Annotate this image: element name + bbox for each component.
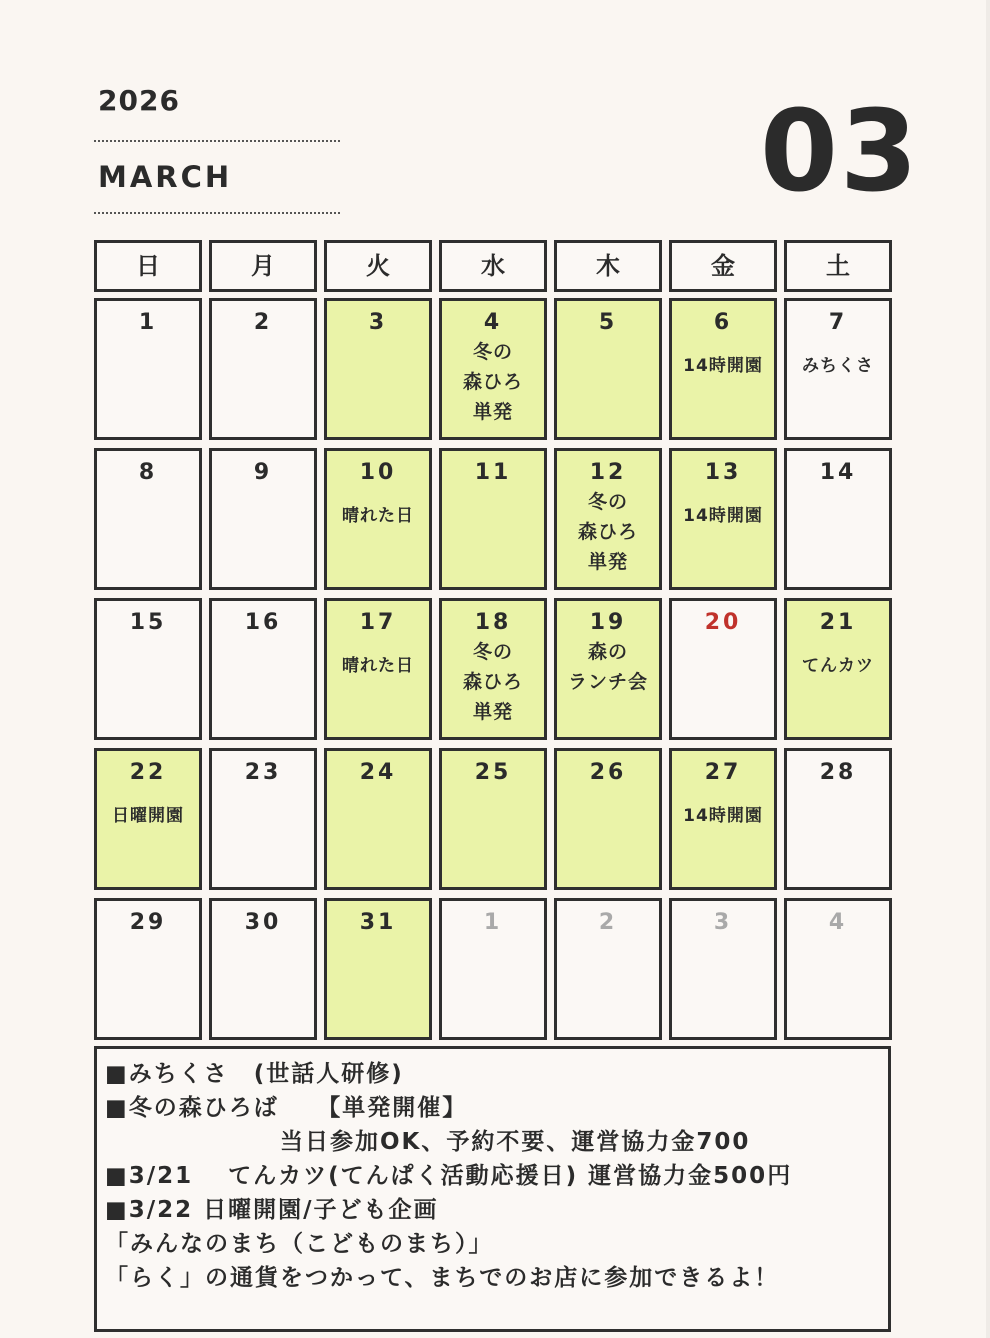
day-cell [784,598,892,740]
day-cell [554,748,662,890]
notes-box [94,1046,891,1332]
day-number: 25 [474,760,512,785]
day-number: 31 [359,910,397,935]
day-number: 20 [704,610,742,635]
day-cell [94,748,202,890]
day-number: 12 [589,460,627,485]
day-event-note: 日曜開園 [112,806,184,826]
day-event-note: 冬の 森ひろ 単発 [577,491,638,573]
day-number: 22 [129,760,167,785]
day-event-note: 晴れた日 [342,656,414,676]
day-event-note: 森の ランチ会 [567,641,648,693]
day-event-note: 冬の 森ひろ 単発 [462,641,523,723]
day-cell [324,748,432,890]
notes-line: 「みんなのまち（こどものまち）」 [105,1231,494,1257]
day-cell [209,298,317,440]
day-number: 23 [244,760,282,785]
day-number: 18 [474,610,512,635]
month-name: MARCH [98,160,233,194]
day-number: 14 [819,460,857,485]
day-event-note: 14時開園 [683,806,763,826]
day-cell [669,298,777,440]
page-edge [986,0,990,1338]
day-number: 2 [598,910,618,935]
day-cell [439,298,547,440]
day-cell [324,298,432,440]
day-event-note: 14時開園 [683,506,763,526]
day-number: 29 [129,910,167,935]
day-cell [784,448,892,590]
day-number: 7 [828,310,848,335]
day-number: 4 [483,310,503,335]
day-number: 28 [819,760,857,785]
day-cell [324,898,432,1040]
day-cell [94,598,202,740]
weekday-header: 木 [554,240,662,292]
weekday-header: 日 [94,240,202,292]
day-cell [554,598,662,740]
day-number: 16 [244,610,282,635]
day-number: 6 [713,310,733,335]
day-cell [669,748,777,890]
day-number: 17 [359,610,397,635]
day-number: 4 [828,910,848,935]
weekday-header: 火 [324,240,432,292]
day-cell [94,448,202,590]
day-cell [324,598,432,740]
day-event-note: 晴れた日 [342,506,414,526]
day-cell [439,898,547,1040]
notes-line: ■みちくさ (世話人研修) [105,1061,404,1087]
day-number: 8 [138,460,158,485]
month-number: 03 [760,87,920,217]
day-cell [94,898,202,1040]
weekday-header: 水 [439,240,547,292]
day-cell [439,598,547,740]
year-label: 2026 [98,84,180,117]
day-cell [554,448,662,590]
day-number: 26 [589,760,627,785]
day-cell [554,898,662,1040]
day-cell [209,748,317,890]
weekday-header: 土 [784,240,892,292]
day-cell [209,448,317,590]
day-cell [439,448,547,590]
weekday-header: 金 [669,240,777,292]
day-number: 5 [598,310,618,335]
dotted-divider-top [94,140,340,142]
notes-line: ■冬の森ひろば 【単発開催】 [105,1095,468,1121]
day-cell [554,298,662,440]
day-cell [209,598,317,740]
notes-line: ■3/22 日曜開園/子ども企画 [105,1197,439,1223]
day-number: 21 [819,610,857,635]
day-number: 11 [474,460,512,485]
day-cell [784,898,892,1040]
dotted-divider-bottom [94,212,340,214]
day-number: 9 [253,460,273,485]
day-number: 3 [713,910,733,935]
day-cell [669,598,777,740]
notes-line: ■3/21 てんカツ(てんぱく活動応援日) 運営協力金500円 [105,1163,793,1189]
day-cell [784,748,892,890]
day-number: 30 [244,910,282,935]
weekday-header: 月 [209,240,317,292]
day-number: 27 [704,760,742,785]
day-number: 15 [129,610,167,635]
day-number: 3 [368,310,388,335]
day-number: 10 [359,460,397,485]
day-cell [94,298,202,440]
day-cell [439,748,547,890]
day-cell [324,448,432,590]
day-event-note: 14時開園 [683,356,763,376]
day-number: 1 [483,910,503,935]
day-cell [669,898,777,1040]
notes-line: 当日参加OK、予約不要、運営協力金700 [105,1129,751,1155]
day-event-note: 冬の 森ひろ 単発 [462,341,523,423]
day-cell [669,448,777,590]
day-number: 1 [138,310,158,335]
day-number: 13 [704,460,742,485]
day-cell [209,898,317,1040]
notes-line: 「らく」の通貨をつかって、まちでのお店に参加できるよ！ [105,1265,780,1291]
day-number: 19 [589,610,627,635]
day-event-note: てんカツ [802,656,874,676]
day-number: 2 [253,310,273,335]
day-cell [784,298,892,440]
day-number: 24 [359,760,397,785]
day-event-note: みちくさ [802,356,874,376]
